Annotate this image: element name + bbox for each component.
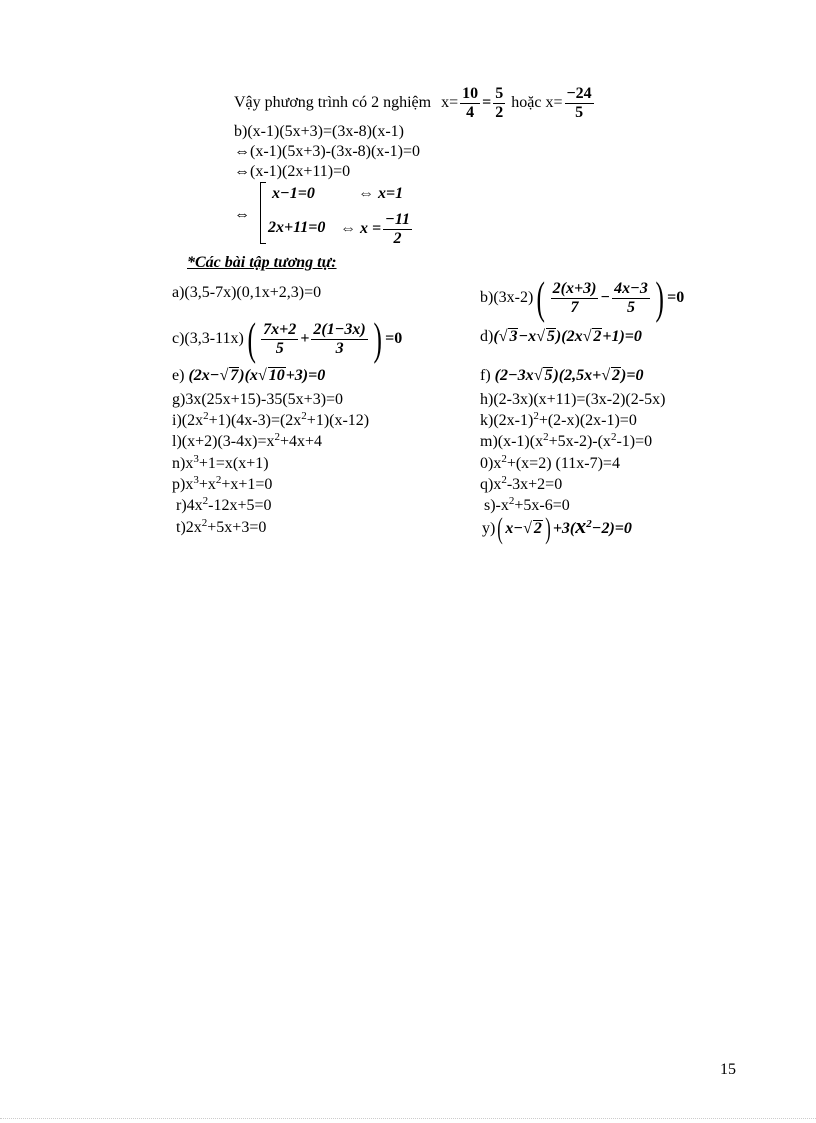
exercise-a: a)(3,5-7x)(0,1x+2,3)=0 [172, 284, 322, 301]
fraction-5-2: $\frac{5}{2}$ [495, 85, 504, 121]
exercise-p: $p)x^3+x^2+x+1=0$ [172, 474, 273, 493]
fraction-neg24-5: $\frac{-24}{5}$ [566, 85, 592, 121]
exercise-q: $q)x^2-3x+2=0$ [480, 474, 563, 493]
case-2-right: ⇔ x = $\frac{-11}{2}$ [340, 211, 410, 247]
case-2-left: 2x+11=0 [268, 219, 326, 236]
conclusion-text: Vậy phương trình có 2 nghiệm [234, 93, 432, 111]
case-bracket [260, 182, 266, 244]
part-b-line-1: b)(x-1)(5x+3)=(3x-8)(x-1) [234, 123, 404, 140]
part-b-line-2: ⇔(x-1)(5x+3)-(3x-8)(x-1)=0 [234, 143, 420, 160]
page-number: 15 [720, 1061, 736, 1078]
case-1-right: ⇔ x=1 [358, 185, 404, 202]
exercise-n: $n)x^3+1=x(x+1)$ [172, 453, 269, 472]
exercise-k: $k)(2x-1)^2+(2-x)(2x-1)=0$ [480, 410, 637, 429]
exercise-d: d)(√ 3−x√ 5)(2x√ 2+1)=0 [480, 328, 642, 345]
exercise-h: h)(2-3x)(x+11)=(3x-2)(2-5x) [480, 391, 666, 408]
fraction-neg11-2: $\frac{-11}{2}$ [385, 211, 410, 247]
case-1-left: x−1=0 [272, 185, 315, 202]
exercise-i: $i)(2x^2+1)(4x-3)=(2x^2+1)(x-12)$ [172, 410, 370, 429]
conclusion-line [234, 85, 596, 121]
exercise-m: $m)(x-1)(x^2+5x-2)-(x^2-1)=0$ [480, 431, 653, 450]
equals-sign: = [482, 93, 492, 111]
exercise-o: $0)x^2+(x=2)$ (11x-7)=4 [480, 453, 620, 472]
or-text: hoặc x= [511, 93, 563, 111]
exercise-y: y)( x−√ 2 ) $+3(x^2-2)=0$ [482, 512, 632, 545]
fraction-10-4: $\frac{10}{4}$ [462, 85, 479, 121]
bottom-dotted-border [0, 1118, 816, 1120]
exercise-b: b)(3x-2)( $\frac{2(x+3)}{7}$ − $\frac{4x-3}{5}$ ) =0 [480, 272, 685, 323]
section-heading: *Các bài tập tương tự: [187, 254, 337, 271]
exercise-e: e) (2x−√ 7)(x√ 10+3)=0 [172, 367, 326, 384]
exercise-t: $t)2x^2+5x+3=0$ [176, 517, 267, 536]
exercise-s: $s)-x^2+5x-6=0$ [484, 495, 570, 514]
exercise-f: f) (2−3x√ 5)(2,5x+√ 2)=0 [480, 367, 644, 384]
exercise-l: $l)(x+2)(3-4x)=x^2+4x+4$ [172, 431, 323, 450]
part-b-line-3: ⇔(x-1)(2x+11)=0 [234, 163, 351, 180]
exercise-c: c)(3,3-11x)( $\frac{7x+2}{5}$ + $\frac{2(1-3x)}{3}$ ) =0 [172, 313, 403, 364]
x-label: x= [441, 93, 459, 111]
iff-symbol: ⇔ [234, 206, 250, 223]
exercise-r: $r)4x^2-12x+5=0$ [176, 495, 272, 514]
exercise-g: g)3x(25x+15)-35(5x+3)=0 [172, 391, 344, 408]
